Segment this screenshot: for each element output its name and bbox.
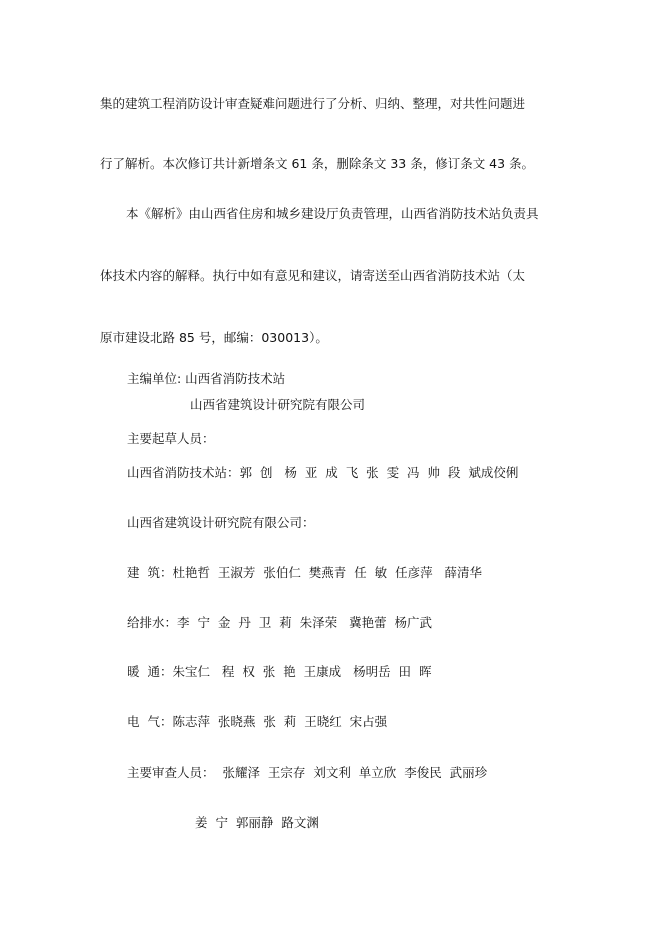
paragraph-line: 本《解析》由山西省住房和城乡建设厅负责管理，山西省消防技术站负责具 xyxy=(126,206,539,221)
reviewers-line-2: 姜 宁 郭丽静 路文渊 xyxy=(195,815,319,830)
drafters-water: 给排水：李 宁 金 丹 卫 莉 朱泽荣 冀艳蕾 杨广武 xyxy=(127,615,433,630)
paragraph-line: 集的建筑工程消防设计审查疑难问题进行了分析、归纳、整理，对共性问题进 xyxy=(100,96,526,111)
paragraph-line: 行了解析。本次修订共计新增条文 61 条，删除条文 33 条，修订条文 43 条。 xyxy=(100,156,535,171)
drafters-heading: 主要起草人员： xyxy=(127,431,215,446)
chief-editor-unit-2: 山西省建筑设计研究院有限公司 xyxy=(190,397,366,412)
paragraph-line: 原市建设北路 85 号，邮编：030013）。 xyxy=(100,330,328,345)
drafters-hvac: 暖 通：朱宝仁 程 权 张 艳 王康成 杨明岳 田 晖 xyxy=(127,664,432,679)
drafters-fire-station: 山西省消防技术站：郭 创 杨 亚 成 飞 张 雯 冯 帅 段 斌成佼俐 xyxy=(127,465,519,480)
reviewers-line-1: 主要审查人员： 张耀泽 王宗存 刘文利 单立欣 李俊民 武丽珍 xyxy=(127,765,488,780)
paragraph-line: 体技术内容的解释。执行中如有意见和建议，请寄送至山西省消防技术站（太 xyxy=(100,268,526,283)
drafters-electrical: 电 气：陈志萍 张晓燕 张 莉 王晓红 宋占强 xyxy=(127,714,388,729)
drafters-architecture: 建 筑：杜艳哲 王淑芳 张伯仁 樊燕青 任 敏 任彦萍 薛清华 xyxy=(127,565,483,580)
drafters-institute: 山西省建筑设计研究院有限公司： xyxy=(127,515,315,530)
chief-editor-unit: 主编单位: 山西省消防技术站 xyxy=(127,371,286,386)
